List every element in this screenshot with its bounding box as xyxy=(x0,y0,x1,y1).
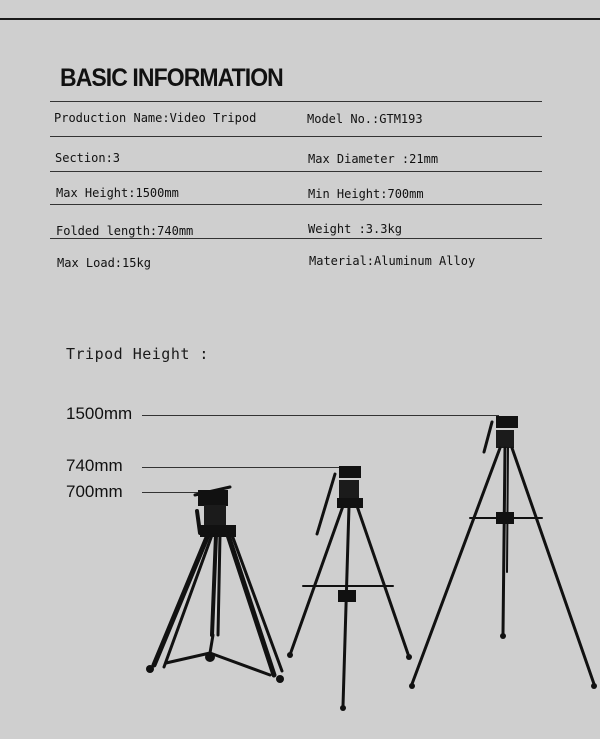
table-rule xyxy=(50,238,542,239)
height-label-min: 700mm xyxy=(66,482,123,501)
height-label-folded: 740mm xyxy=(66,456,123,475)
spec-min-height: Min Height:700mm xyxy=(308,187,424,201)
tripod-min-height-image xyxy=(140,485,290,700)
spec-max-load: Max Load:15kg xyxy=(57,256,151,270)
spec-max-diameter: Max Diameter :21mm xyxy=(308,152,439,166)
spec-folded-length: Folded length:740mm xyxy=(56,224,194,238)
table-rule xyxy=(50,204,542,205)
spec-material: Material:Aluminum Alloy xyxy=(309,254,476,268)
spec-max-height: Max Height:1500mm xyxy=(56,186,179,200)
spec-production-name: Production Name:Video Tripod xyxy=(54,111,257,125)
spec-model-no: Model No.:GTM193 xyxy=(307,112,423,126)
spec-section: Section:3 xyxy=(55,151,121,165)
table-rule xyxy=(50,171,542,172)
tripod-folded-length-image xyxy=(283,462,418,712)
table-rule xyxy=(50,136,542,137)
height-label-max: 1500mm xyxy=(66,404,133,423)
table-rule xyxy=(50,101,542,102)
tripod-height-title: Tripod Height : xyxy=(66,345,209,363)
top-divider xyxy=(0,18,600,20)
section-title: BASIC INFORMATION xyxy=(60,64,283,92)
tripod-max-height-image xyxy=(408,412,600,692)
spec-weight: Weight :3.3kg xyxy=(308,222,402,236)
